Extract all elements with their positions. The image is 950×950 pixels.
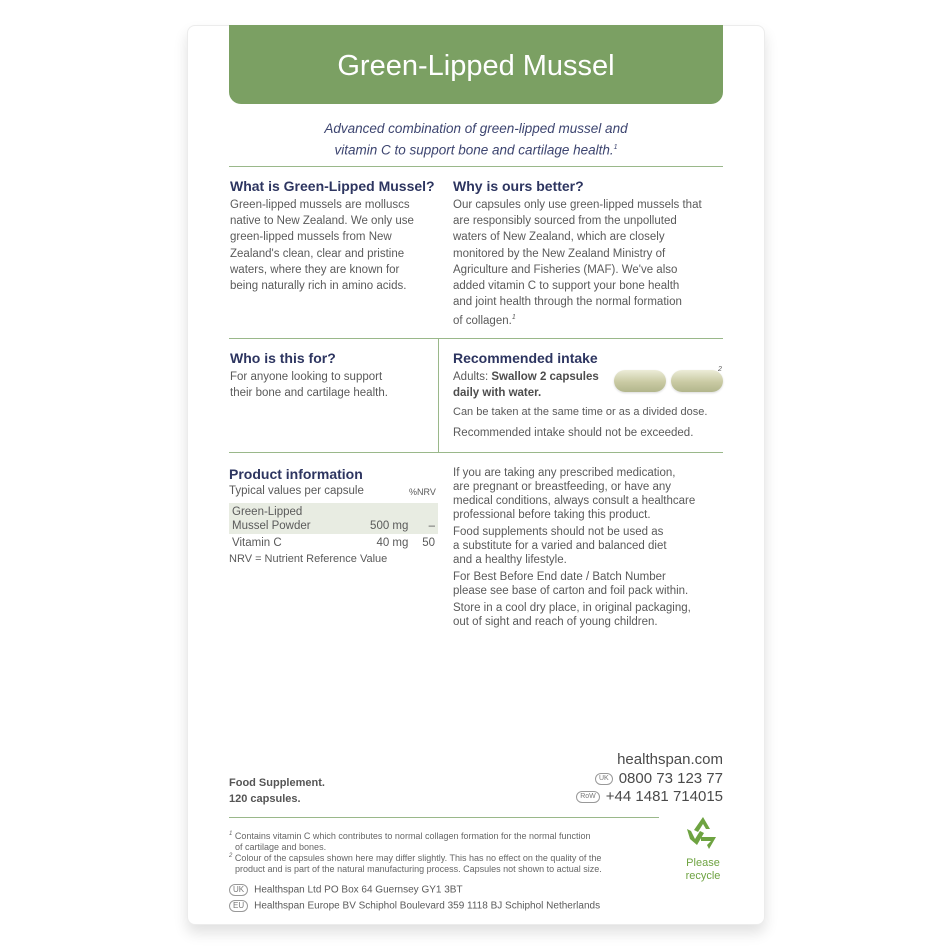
- footnote-mark: 2: [229, 853, 233, 859]
- footnote-1: [229, 829, 591, 853]
- product-title-banner: [229, 25, 723, 104]
- uk-address-text: Healthspan Ltd PO Box 64 Guernsey GY1 3BT: [254, 884, 463, 896]
- why-line: are responsibly sourced from the unpolluted: [453, 215, 677, 228]
- what-line: native to New Zealand. We only use: [230, 215, 414, 228]
- why-line: waters of New Zealand, which are closely: [453, 231, 665, 244]
- who-line: For anyone looking to support: [230, 371, 383, 383]
- recycle-text: Please: [686, 857, 720, 869]
- tagline-line-2: vitamin C to support bone and cartilage health.: [334, 142, 614, 158]
- uk-tag: UK: [595, 773, 613, 785]
- tagline-footnote-mark: 1: [613, 144, 618, 151]
- column-divider: [438, 338, 439, 452]
- warning-line: Food supplements should not be used as: [453, 526, 664, 538]
- uk-phone[interactable]: 0800 73 123 77: [618, 770, 723, 787]
- why-line: Agriculture and Fisheries (MAF). We've also: [453, 263, 678, 276]
- capsule: [614, 370, 666, 392]
- uk-address: [229, 884, 463, 896]
- nutrition-table: [229, 503, 438, 550]
- what-text: [230, 197, 445, 294]
- footnote-line: Contains vitamin C which contributes to normal collagen formation for the normal function: [234, 831, 591, 841]
- warning-line: medical conditions, always consult a healthcare: [453, 495, 696, 507]
- warning-line: a substitute for a varied and balanced diet: [453, 540, 667, 552]
- warning-line: are pregnant or breastfeeding, or have any: [453, 481, 672, 493]
- tagline-line-1: Advanced combination of green-lipped mussel and: [324, 121, 628, 136]
- ingredient-name: Green-Lipped: [232, 506, 303, 518]
- image-footnote-mark: 2: [718, 366, 722, 373]
- who-text: [230, 369, 430, 401]
- warning-paragraph: [453, 601, 733, 629]
- dose-line: Swallow 2 capsules: [491, 371, 599, 383]
- warning-line: For Best Before End date / Batch Number: [453, 571, 666, 583]
- what-heading: What is Green-Lipped Mussel?: [230, 178, 435, 194]
- warnings: [453, 466, 733, 629]
- why-line: added vitamin C to support your bone health: [453, 280, 680, 293]
- table-cell: [229, 503, 349, 534]
- warning-paragraph: [453, 525, 733, 567]
- what-line: Zealand's clean, clear and pristine: [230, 247, 405, 260]
- row-phone-row: [576, 788, 723, 805]
- uk-address-tag: UK: [229, 884, 248, 896]
- what-line: green-lipped mussels from New: [230, 231, 392, 244]
- product-type: [229, 775, 325, 807]
- dose-line: daily with water.: [453, 387, 542, 400]
- what-line: Green-lipped mussels are molluscs: [230, 199, 410, 211]
- product-type-line: 120 capsules.: [229, 793, 301, 806]
- what-line: waters, where they are known for: [230, 263, 400, 276]
- adults-label: Adults:: [453, 371, 489, 383]
- why-line: Our capsules only use green-lipped mussels that: [453, 199, 702, 211]
- nrv-footnote: NRV = Nutrient Reference Value: [229, 553, 388, 565]
- table-cell: Vitamin C: [232, 537, 282, 549]
- ingredient-name: Mussel Powder: [232, 520, 311, 532]
- eu-address-text: Healthspan Europe BV Schiphol Boulevard 359 1118 BJ Schiphol Netherlands: [254, 900, 601, 912]
- recycle-text: recycle: [685, 870, 721, 882]
- table-row: [229, 534, 438, 550]
- product-info-subheading: Typical values per capsule: [229, 485, 364, 497]
- warning-line: out of sight and reach of young children.: [453, 616, 658, 628]
- footnote-2: [229, 851, 602, 875]
- why-line: monitored by the New Zealand Ministry of: [453, 247, 666, 260]
- what-line: being naturally rich in amino acids.: [230, 280, 407, 293]
- table-row: [229, 503, 438, 534]
- divider: [229, 452, 723, 453]
- warning-paragraph: [453, 466, 733, 522]
- warning-line: professional before taking this product.: [453, 509, 651, 521]
- recycle-icon: [683, 813, 723, 853]
- warning-paragraph: [453, 570, 733, 598]
- warning-line: and a healthy lifestyle.: [453, 554, 567, 566]
- why-heading: Why is ours better?: [453, 178, 584, 194]
- recycle-mark: [681, 813, 725, 883]
- product-title: Green-Lipped Mussel: [337, 50, 615, 82]
- why-line: and joint health through the normal formation: [453, 296, 682, 309]
- who-heading: Who is this for?: [230, 350, 336, 366]
- capsule-image: [614, 370, 728, 397]
- footnote-line: Colour of the capsules shown here may differ slightly. This has no effect on the quality of the: [234, 853, 602, 863]
- table-cell: 500 mg: [349, 503, 412, 534]
- intake-note: Recommended intake should not be exceeded.: [453, 427, 694, 439]
- why-footnote-mark: 1: [511, 314, 516, 322]
- nrv-column-header: %NRV: [409, 487, 436, 497]
- uk-phone-row: [595, 770, 723, 787]
- warning-line: If you are taking any prescribed medication,: [453, 467, 676, 479]
- warning-line: please see base of carton and foil pack within.: [453, 585, 689, 597]
- capsule: [671, 370, 723, 392]
- row-phone[interactable]: +44 1481 714015: [605, 788, 723, 805]
- who-line: their bone and cartilage health.: [230, 387, 388, 400]
- tagline: [229, 119, 723, 160]
- why-line: of collagen.: [453, 315, 512, 328]
- divider: [229, 817, 659, 818]
- website[interactable]: healthspan.com: [617, 751, 723, 768]
- footnote-line: of cartilage and bones.: [235, 842, 327, 852]
- footnote-mark: 1: [229, 831, 233, 837]
- table-cell: 40 mg: [376, 537, 409, 549]
- row-tag: RoW: [576, 791, 600, 803]
- divider: [229, 166, 723, 167]
- why-text: [453, 197, 728, 329]
- eu-address: [229, 900, 600, 912]
- product-info-heading: Product information: [229, 466, 363, 482]
- intake-heading: Recommended intake: [453, 350, 598, 366]
- intake-note: Can be taken at the same time or as a divided dose.: [453, 406, 708, 418]
- intake-dose: [453, 369, 613, 401]
- table-cell: –: [411, 503, 438, 534]
- warning-line: Store in a cool dry place, in original packaging,: [453, 602, 691, 614]
- footnote-line: product and is part of the natural manufacturing process. Capsules not shown to actual size.: [235, 864, 602, 874]
- product-type-line: Food Supplement.: [229, 777, 325, 789]
- divider: [229, 338, 723, 339]
- table-cell: 50: [422, 537, 435, 549]
- eu-address-tag: EU: [229, 900, 248, 912]
